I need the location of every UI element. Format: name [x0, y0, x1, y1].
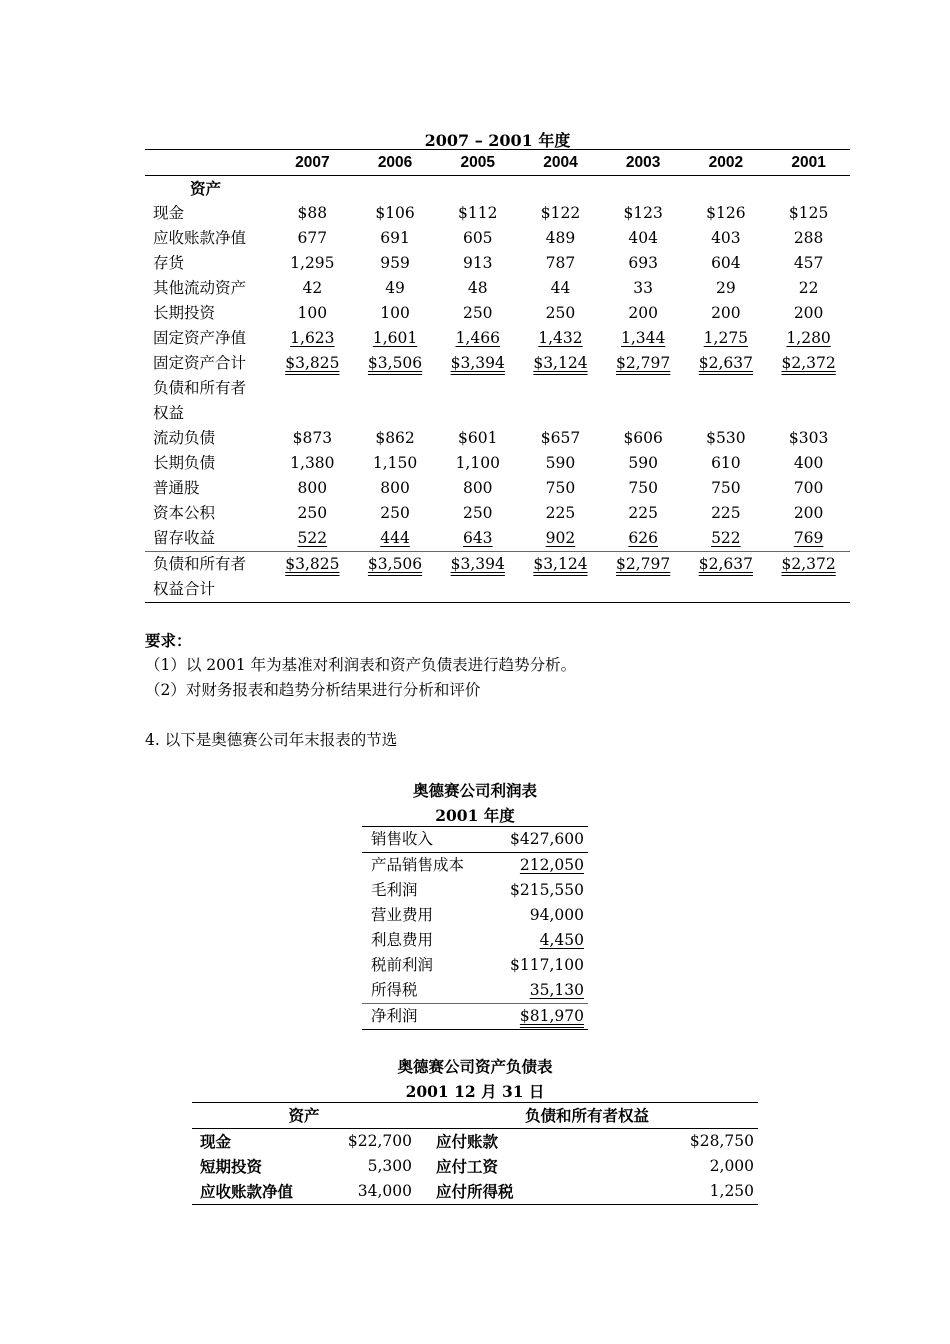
value: 626	[628, 529, 658, 547]
income-value-cell	[494, 878, 588, 903]
value: $3,394	[450, 354, 505, 372]
value-cell	[767, 526, 850, 552]
value: 1,280	[786, 329, 831, 347]
row-label: 存货	[153, 254, 185, 272]
value: 29	[716, 279, 736, 297]
value-cell	[519, 276, 602, 301]
value-cell	[436, 526, 519, 552]
liability-value: 1,250	[709, 1182, 755, 1200]
value: $601	[458, 429, 498, 447]
value: $125	[788, 204, 829, 222]
value: 200	[711, 304, 741, 322]
income-statement-period: 2001 年度	[435, 806, 515, 825]
income-row	[362, 903, 588, 928]
row-label: 固定资产合计	[153, 354, 247, 372]
income-row	[362, 827, 588, 853]
value-cell	[271, 276, 354, 301]
value: $2,372	[781, 354, 836, 372]
income-row	[362, 928, 588, 953]
income-statement-table	[362, 826, 588, 1030]
value: $606	[623, 429, 663, 447]
value: $2,797	[616, 354, 671, 372]
value: 404	[628, 229, 658, 247]
value-cell	[767, 451, 850, 476]
income-value: 94,000	[529, 906, 584, 924]
value-cell	[519, 526, 602, 552]
income-label: 所得税	[371, 981, 418, 999]
value: 959	[380, 254, 410, 272]
value-cell	[602, 451, 685, 476]
balance-sheet-header-row	[192, 1103, 758, 1129]
value: 250	[545, 304, 576, 322]
balance-sheet-table	[192, 1102, 758, 1205]
requirements-heading: 要求：	[145, 631, 192, 650]
table-row	[145, 251, 850, 276]
income-value: $427,600	[510, 830, 584, 848]
value-cell	[271, 251, 354, 276]
value: 444	[380, 529, 410, 547]
row-label: 流动负债	[153, 429, 216, 447]
value: 1,466	[455, 329, 500, 347]
value: 49	[385, 279, 405, 297]
income-label: 净利润	[362, 1004, 494, 1030]
balance-sheet-title	[192, 1054, 758, 1104]
value: 250	[297, 504, 328, 522]
value: 1,601	[372, 329, 418, 347]
total-value: $2,372	[781, 555, 836, 573]
table-row	[145, 501, 850, 526]
value-cell	[685, 526, 768, 552]
total-label: 权益合计	[153, 580, 216, 598]
income-value-cell	[494, 853, 588, 879]
row-label: 资本公积	[153, 504, 216, 522]
asset-label: 现金	[200, 1132, 232, 1151]
value: 522	[297, 529, 328, 547]
balance-row	[192, 1179, 758, 1205]
value-cell	[685, 501, 768, 526]
table-row	[145, 476, 850, 501]
value-cell	[271, 426, 354, 451]
total-value: $2,637	[698, 555, 753, 573]
row-label: 长期负债	[153, 454, 216, 472]
value: 769	[793, 529, 824, 547]
year-header: 2003	[602, 150, 685, 176]
row-label: 留存收益	[153, 529, 216, 547]
value-cell	[436, 201, 519, 226]
value-cell	[519, 301, 602, 326]
income-value: 35,130	[529, 981, 584, 999]
value: 800	[297, 479, 328, 497]
value: 643	[462, 529, 493, 547]
value: 913	[462, 254, 493, 272]
total-value: $3,506	[367, 555, 423, 573]
income-value-cell	[494, 978, 588, 1004]
value: 1,380	[290, 454, 335, 472]
income-value: 212,050	[519, 856, 584, 874]
value: 225	[711, 504, 741, 522]
table-row	[145, 276, 850, 301]
trend-balance-table	[145, 149, 850, 603]
year-header: 2001	[767, 150, 850, 176]
value-cell	[271, 351, 354, 376]
value-cell	[354, 526, 437, 552]
value-cell	[354, 326, 437, 351]
value-cell	[602, 426, 685, 451]
value-cell	[767, 201, 850, 226]
value-cell	[519, 201, 602, 226]
value: 288	[793, 229, 824, 247]
income-value-cell	[494, 928, 588, 953]
value-cell	[354, 251, 437, 276]
value-cell	[354, 301, 437, 326]
total-value-cell	[436, 552, 519, 578]
income-value-cell	[494, 827, 588, 853]
total-row	[145, 552, 850, 578]
income-value: $117,100	[510, 956, 584, 974]
liabilities-section-row	[145, 376, 850, 401]
value-cell	[519, 501, 602, 526]
value: $3,124	[533, 354, 588, 372]
value-cell	[519, 251, 602, 276]
value-cell	[767, 226, 850, 251]
row-label: 固定资产净值	[153, 329, 247, 347]
value-cell	[354, 226, 437, 251]
table-row	[145, 426, 850, 451]
value: 489	[545, 229, 576, 247]
value: 225	[545, 504, 576, 522]
value-cell	[685, 251, 768, 276]
value-cell	[602, 476, 685, 501]
value-cell	[354, 426, 437, 451]
asset-value: 5,300	[367, 1157, 413, 1175]
value-cell	[271, 226, 354, 251]
income-row	[362, 853, 588, 879]
value: 750	[545, 479, 576, 497]
value: 605	[462, 229, 493, 247]
table-row	[145, 301, 850, 326]
total-value-cell	[519, 552, 602, 578]
value: $862	[375, 429, 415, 447]
value-cell	[602, 351, 685, 376]
value: 902	[545, 529, 576, 547]
assets-section-header: 资产	[190, 179, 222, 198]
value-cell	[436, 276, 519, 301]
table-row	[145, 201, 850, 226]
table-row	[145, 351, 850, 376]
value-cell	[354, 351, 437, 376]
row-label: 现金	[153, 204, 185, 222]
value: $106	[375, 204, 415, 222]
liabilities-section-row	[145, 401, 850, 426]
value-cell	[602, 526, 685, 552]
value: 200	[793, 304, 824, 322]
income-value: $81,970	[519, 1007, 584, 1025]
value: 1,344	[620, 329, 666, 347]
total-value: $3,825	[285, 555, 340, 573]
value-cell	[767, 251, 850, 276]
liability-label: 应付工资	[436, 1157, 499, 1176]
liability-label: 应付所得税	[436, 1182, 514, 1201]
question-4: 4. 以下是奥德赛公司年末报表的节选	[145, 731, 398, 749]
value-cell	[271, 301, 354, 326]
value-cell	[767, 351, 850, 376]
requirements	[145, 628, 576, 703]
liability-value: $28,750	[689, 1132, 755, 1150]
value-cell	[685, 301, 768, 326]
asset-label: 应收账款净值	[200, 1182, 294, 1201]
value: 457	[793, 254, 824, 272]
value: 200	[793, 504, 824, 522]
value-cell	[436, 251, 519, 276]
value-cell	[436, 226, 519, 251]
total-value-cell	[685, 552, 768, 578]
value: 700	[793, 479, 824, 497]
value: 33	[633, 279, 654, 297]
income-row	[362, 978, 588, 1004]
trend-table-title: 2007 – 2001 年度	[424, 131, 571, 150]
value: 1,100	[455, 454, 500, 472]
value: $873	[292, 429, 333, 447]
income-row	[362, 953, 588, 978]
value: $122	[540, 204, 581, 222]
value: 250	[462, 504, 493, 522]
total-value-cell	[271, 552, 354, 578]
value: 604	[711, 254, 741, 272]
value: 677	[297, 229, 328, 247]
value: 42	[302, 279, 323, 297]
table-row	[145, 526, 850, 552]
liabilities-section-header: 权益	[153, 404, 185, 422]
value: 522	[711, 529, 741, 547]
value-cell	[271, 451, 354, 476]
value-cell	[436, 301, 519, 326]
income-value-cell	[494, 1004, 588, 1030]
total-row-continued	[145, 577, 850, 603]
value-cell	[354, 201, 437, 226]
year-header-blank	[145, 150, 271, 176]
table-row	[145, 326, 850, 351]
value-cell	[685, 326, 768, 351]
value-cell	[436, 351, 519, 376]
value-cell	[436, 426, 519, 451]
assets-column-header: 资产	[192, 1103, 416, 1129]
balance-row	[192, 1154, 758, 1179]
value: 691	[380, 229, 410, 247]
value-cell	[354, 451, 437, 476]
income-value: $215,550	[510, 881, 584, 899]
value: 250	[462, 304, 493, 322]
total-label: 负债和所有者	[145, 552, 271, 578]
value: 225	[628, 504, 658, 522]
balance-row	[192, 1129, 758, 1155]
value-cell	[602, 251, 685, 276]
value-cell	[519, 326, 602, 351]
value: $88	[297, 204, 328, 222]
value-cell	[271, 476, 354, 501]
liabilities-section-header: 负债和所有者	[153, 379, 247, 397]
value: 44	[550, 279, 571, 297]
value: $3,825	[285, 354, 340, 372]
value-cell	[602, 201, 685, 226]
value: 610	[711, 454, 741, 472]
value-cell	[685, 426, 768, 451]
value: $530	[706, 429, 746, 447]
value-cell	[685, 451, 768, 476]
value-cell	[767, 326, 850, 351]
total-value-cell	[767, 552, 850, 578]
asset-value: 34,000	[357, 1182, 413, 1200]
value-cell	[602, 301, 685, 326]
value-cell	[354, 501, 437, 526]
value-cell	[519, 451, 602, 476]
value: 403	[711, 229, 741, 247]
value-cell	[436, 451, 519, 476]
total-value-cell	[354, 552, 437, 578]
value-cell	[354, 476, 437, 501]
value-cell	[685, 476, 768, 501]
income-row	[362, 1004, 588, 1030]
value-cell	[519, 351, 602, 376]
total-value: $3,124	[533, 555, 588, 573]
value: 750	[628, 479, 658, 497]
value: 590	[545, 454, 576, 472]
total-value: $3,394	[450, 555, 505, 573]
income-label: 产品销售成本	[362, 853, 494, 879]
value: 1,275	[703, 329, 749, 347]
value: 800	[462, 479, 493, 497]
value-cell	[271, 201, 354, 226]
income-value-cell	[494, 953, 588, 978]
income-label: 税前利润	[371, 956, 434, 974]
asset-label: 短期投资	[200, 1157, 263, 1176]
row-label: 应收账款净值	[153, 229, 247, 247]
table-row	[145, 451, 850, 476]
value-cell	[602, 501, 685, 526]
value: 400	[793, 454, 824, 472]
income-value-cell	[494, 903, 588, 928]
value: 22	[798, 279, 819, 297]
year-header: 2005	[436, 150, 519, 176]
value-cell	[519, 476, 602, 501]
liability-value: 2,000	[709, 1157, 755, 1175]
value: 787	[545, 254, 576, 272]
value: 100	[380, 304, 410, 322]
row-label: 长期投资	[153, 304, 216, 322]
value: $3,506	[367, 354, 423, 372]
value: $112	[458, 204, 498, 222]
liability-label: 应付账款	[436, 1132, 499, 1151]
balance-sheet-heading: 奥德赛公司资产负债表	[397, 1057, 553, 1076]
value-cell	[271, 326, 354, 351]
value-cell	[767, 301, 850, 326]
table-row	[145, 226, 850, 251]
value-cell	[436, 501, 519, 526]
balance-sheet-date: 2001 12 月 31 日	[405, 1082, 545, 1101]
value: 590	[628, 454, 658, 472]
value: 1,295	[290, 254, 335, 272]
value: 1,623	[290, 329, 335, 347]
value-cell	[767, 501, 850, 526]
value: 250	[380, 504, 410, 522]
income-label: 销售收入	[371, 830, 434, 848]
value: 693	[628, 254, 658, 272]
total-value-cell	[602, 552, 685, 578]
value: $2,637	[698, 354, 753, 372]
value: 48	[467, 279, 488, 297]
value-cell	[271, 526, 354, 552]
value-cell	[767, 476, 850, 501]
value-cell	[436, 476, 519, 501]
value-cell	[436, 326, 519, 351]
value-cell	[519, 226, 602, 251]
value: $123	[623, 204, 663, 222]
total-value: $2,797	[616, 555, 671, 573]
value-cell	[767, 276, 850, 301]
assets-section-row	[145, 176, 850, 202]
value-cell	[519, 426, 602, 451]
requirement-item: （1）以 2001 年为基准对利润表和资产负债表进行趋势分析。	[145, 656, 577, 674]
value: 1,432	[538, 329, 583, 347]
value-cell	[685, 351, 768, 376]
value: 100	[297, 304, 328, 322]
row-label: 普通股	[153, 479, 200, 497]
value-cell	[602, 326, 685, 351]
year-header-row	[145, 150, 850, 176]
income-statement-heading: 奥德赛公司利润表	[412, 781, 537, 800]
year-header: 2007	[271, 150, 354, 176]
value: 750	[711, 479, 741, 497]
value-cell	[602, 276, 685, 301]
year-header: 2004	[519, 150, 602, 176]
value: $303	[788, 429, 829, 447]
row-label: 其他流动资产	[153, 279, 247, 297]
income-label: 毛利润	[371, 881, 418, 899]
income-statement-title	[362, 778, 588, 828]
value: 200	[628, 304, 658, 322]
income-row	[362, 878, 588, 903]
asset-value: $22,700	[347, 1132, 413, 1150]
income-label: 营业费用	[371, 906, 434, 924]
value-cell	[271, 501, 354, 526]
value-cell	[602, 226, 685, 251]
year-header: 2002	[685, 150, 768, 176]
value: $126	[706, 204, 746, 222]
value: $657	[540, 429, 581, 447]
value: 800	[380, 479, 410, 497]
value-cell	[685, 226, 768, 251]
liabilities-column-header: 负债和所有者权益	[416, 1103, 758, 1129]
income-value: 4,450	[539, 931, 584, 949]
value-cell	[685, 276, 768, 301]
value-cell	[354, 276, 437, 301]
value-cell	[685, 201, 768, 226]
year-header: 2006	[354, 150, 437, 176]
requirement-item: （2）对财务报表和趋势分析结果进行分析和评价	[145, 681, 481, 699]
value-cell	[767, 426, 850, 451]
value: 1,150	[372, 454, 418, 472]
income-label: 利息费用	[371, 931, 434, 949]
